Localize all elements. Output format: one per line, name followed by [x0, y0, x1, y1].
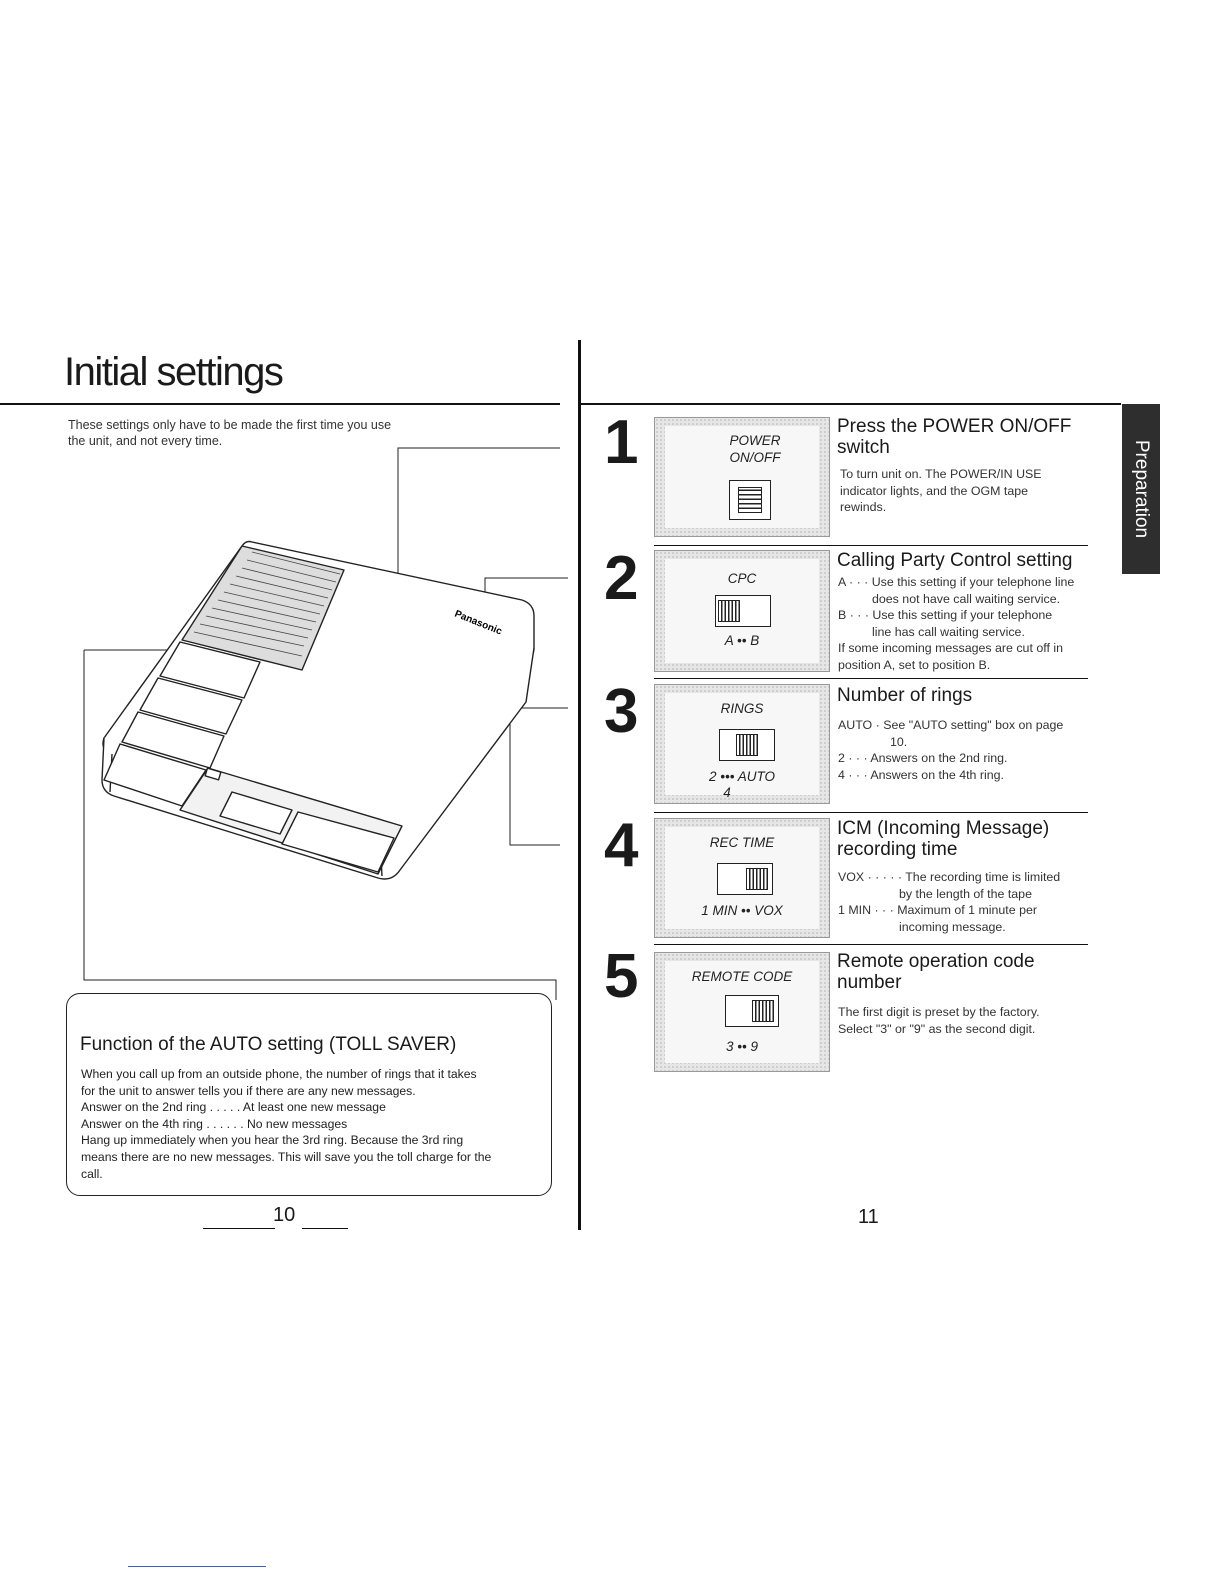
- desc-line: 10.: [890, 734, 908, 749]
- desc-line: The first digit is preset by the factory.: [838, 1005, 1040, 1019]
- desc-line: VOX · · · · · The recording time is limited: [838, 870, 1061, 884]
- footer-rule-left-2: [302, 1228, 348, 1229]
- rings-switch-knob: [736, 734, 758, 756]
- switch-positions: 1 MIN •• VOX: [701, 903, 783, 918]
- desc-line: 2 · · · Answers on the 2nd ring.: [838, 751, 1008, 766]
- desc-line: rewinds.: [840, 500, 887, 515]
- desc-line: by the length of the tape: [899, 886, 1032, 901]
- step-number: 5: [604, 942, 639, 1011]
- auto-line: Answer on the 4th ring . . . . . . No new messages: [81, 1116, 348, 1131]
- step-heading: Remote operation code number: [837, 951, 1035, 993]
- desc-line: position A, set to position B.: [838, 657, 991, 672]
- switch-positions: 3 •• 9: [726, 1039, 758, 1054]
- footer-rule-left-1: [203, 1228, 275, 1229]
- auto-line: Hang up immediately when you hear the 3rd ring. Because the 3rd ring: [81, 1133, 464, 1148]
- desc-line: AUTO · See "AUTO setting" box on page: [838, 718, 1064, 732]
- desc-line: A · · · Use this setting if your telephone line: [838, 575, 1075, 589]
- switch-panel-power: [654, 417, 830, 537]
- page-spine: [578, 340, 581, 1230]
- desc-line: Select "3" or "9" as the second digit.: [838, 1021, 1036, 1036]
- step-desc: [838, 869, 1060, 935]
- switch-positions: A •• B: [724, 633, 760, 648]
- page-number-left: 10: [273, 1204, 296, 1226]
- step-desc: [840, 466, 1042, 516]
- step-number: 3: [604, 677, 639, 746]
- desc-line: 4 · · · Answers on the 4th ring.: [838, 767, 1004, 782]
- desc-line: indicator lights, and the OGM tape: [840, 483, 1029, 498]
- step-divider: [654, 545, 1088, 546]
- remote-code-switch[interactable]: [725, 995, 779, 1027]
- auto-box-text: [81, 1066, 543, 1182]
- panel-label: POWER ON/OFF: [729, 433, 781, 465]
- step-heading: Number of rings: [837, 685, 973, 706]
- step-heading: Calling Party Control setting: [837, 550, 1073, 571]
- desc-line: line has call waiting service.: [872, 624, 1025, 639]
- rings-switch[interactable]: [719, 729, 775, 761]
- auto-box-title: Function of the AUTO setting (TOLL SAVER): [80, 1034, 457, 1055]
- switch-panel-rectime: [654, 818, 830, 938]
- auto-line: call.: [81, 1166, 103, 1181]
- auto-line: for the unit to answer tells you if there are any new messages.: [81, 1083, 416, 1098]
- step-divider: [654, 812, 1088, 813]
- right-top-rule: [581, 403, 1121, 405]
- panel-label: REMOTE CODE: [691, 969, 793, 984]
- auto-line: When you call up from an outside phone, the number of rings that it takes: [81, 1067, 477, 1081]
- step-desc: [838, 717, 1063, 783]
- page-number-right: 11: [858, 1206, 879, 1228]
- step-number: 1: [604, 408, 639, 477]
- bottom-link-line: [128, 1566, 266, 1567]
- section-tab: [1122, 404, 1160, 574]
- switch-panel-rings: [654, 684, 830, 804]
- step-heading: Press the POWER ON/OFF switch: [837, 416, 1072, 458]
- answering-machine-illustration: [82, 530, 552, 920]
- power-switch[interactable]: [729, 480, 771, 520]
- auto-line: means there are no new messages. This will save you the toll charge for the: [81, 1149, 492, 1164]
- switch-positions: 2 ••• AUTO: [709, 769, 775, 784]
- rectime-switch[interactable]: [717, 863, 773, 895]
- step-desc: [838, 1004, 1040, 1037]
- panel-label: REC TIME: [709, 835, 775, 850]
- panel-label: CPC: [727, 571, 757, 586]
- remote-code-switch-knob: [752, 1000, 774, 1022]
- desc-line: incoming message.: [899, 919, 1006, 934]
- power-switch-knob: [738, 487, 762, 513]
- step-divider: [654, 944, 1088, 945]
- step-divider: [654, 678, 1088, 679]
- page-title: Initial settings: [64, 350, 283, 394]
- panel-label: RINGS: [720, 701, 764, 716]
- desc-line: To turn unit on. The POWER/IN USE: [840, 467, 1042, 481]
- device-brand: Panasonic: [452, 608, 504, 638]
- step-number: 2: [604, 544, 639, 613]
- intro-text: These settings only have to be made the first time you use the unit, and not every time.: [68, 418, 392, 448]
- desc-line: B · · · Use this setting if your telephone: [838, 608, 1053, 623]
- desc-line: If some incoming messages are cut off in: [838, 641, 1063, 656]
- switch-positions-extra: 4: [723, 785, 731, 800]
- desc-line: 1 MIN · · · Maximum of 1 minute per: [838, 903, 1037, 918]
- step-number: 4: [604, 811, 639, 880]
- step-desc: [838, 574, 1074, 674]
- step-heading: ICM (Incoming Message) recording time: [837, 818, 1050, 860]
- cpc-switch-knob: [718, 600, 740, 622]
- switch-panel-cpc: [654, 550, 830, 672]
- rectime-switch-knob: [746, 868, 768, 890]
- switch-panel-remote: [654, 952, 830, 1072]
- section-tab-label: Preparation: [1131, 439, 1152, 539]
- desc-line: does not have call waiting service.: [872, 591, 1061, 606]
- auto-line: Answer on the 2nd ring . . . . . At least one new message: [81, 1100, 386, 1115]
- cpc-switch[interactable]: [715, 595, 771, 627]
